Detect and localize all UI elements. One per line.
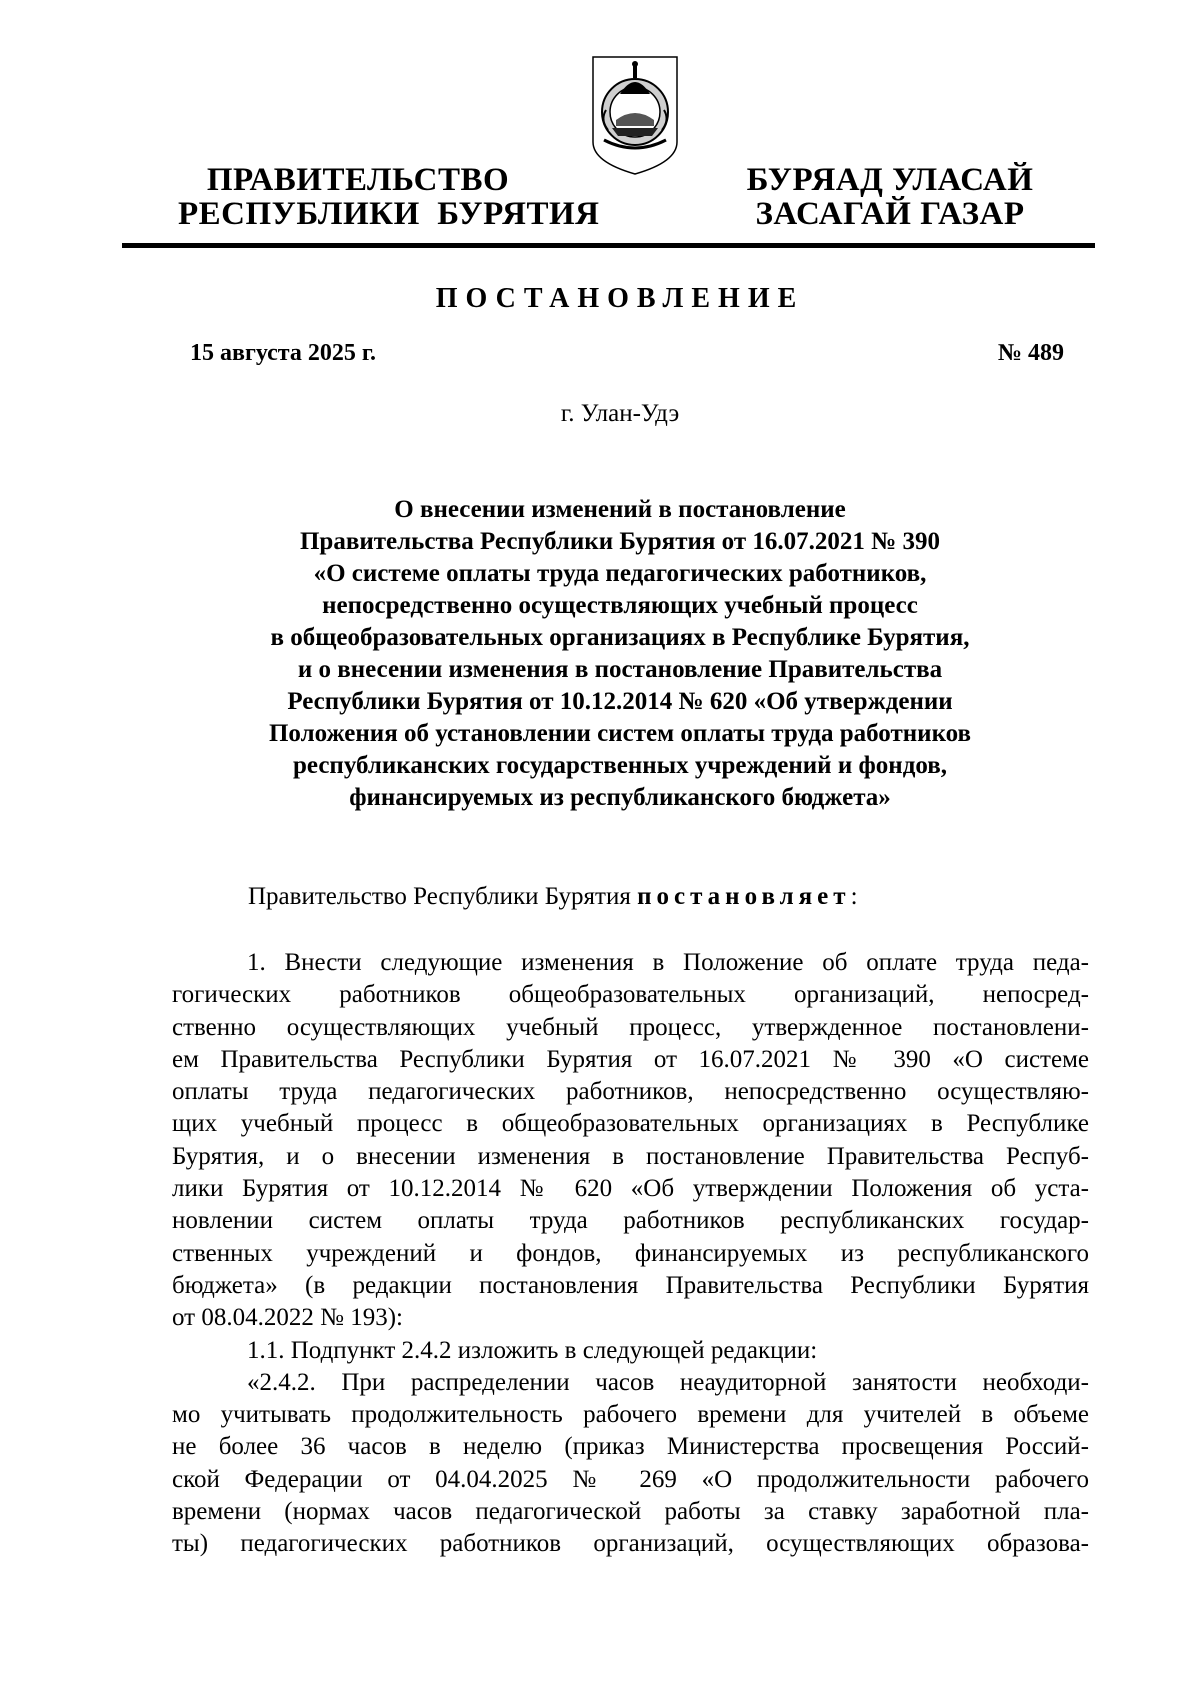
body-line: «2.4.2. При распределении часов неаудиторной занятости необходи- [247,1368,1089,1396]
body-line: лики Бурятия от 10.12.2014 № 620 «Об утверждении Положения об уста- [172,1175,1089,1203]
header-left-line1: ПРАВИТЕЛЬСТВО [206,162,510,198]
header-right [740,163,1040,231]
header-right-line1: БУРЯАД УЛАСАЙ [746,162,1034,198]
intro-suffix: : [850,883,858,910]
title-line: непосредственно осуществляющих учебный процесс [322,592,918,619]
body-line: ты) педагогических работников организаций, осуществляющих образова- [172,1530,1089,1558]
body-line: ственно осуществляющих учебный процесс, утвержденное постановлени- [172,1013,1089,1041]
body-line: не более 36 часов в неделю (приказ Министерства просвещения Россий- [172,1433,1089,1461]
title-line: финансируемых из республиканского бюджета» [349,784,891,811]
title-line: Республики Бурятия от 10.12.2014 № 620 «Об утверждении [287,688,953,715]
document-date: 15 августа 2025 г. [190,340,377,366]
body-line: ской Федерации от 04.04.2025 № 269 «О продолжительности рабочего [172,1465,1089,1493]
body-line: оплаты труда педагогических работников, непосредственно осуществляю- [172,1078,1089,1106]
body-line: щих учебный процесс в общеобразовательных организациях в Республике [172,1110,1089,1138]
body-line: бюджета» (в редакции постановления Правительства Республики Бурятия [172,1271,1089,1299]
title-line: в общеобразовательных организациях в Республике Бурятия, [270,624,970,651]
document-type: ПОСТАНОВЛЕНИЕ [435,283,805,314]
body-line: времени (нормах часов педагогической работы за ставку заработной пла- [172,1498,1089,1526]
document-number: № 489 [997,340,1064,366]
body-line: от 08.04.2022 № 193): [172,1304,403,1332]
body-line: новлении систем оплаты труда работников республиканских государ- [172,1207,1089,1235]
header-left-line2: РЕСПУБЛИКИ БУРЯТИЯ [178,196,600,232]
body-line: ем Правительства Республики Бурятия от 16.07.2021 № 390 «О системе [172,1045,1089,1073]
title-line: и о внесении изменения в постановление Правительства [297,656,943,683]
title-line: «О системе оплаты труда педагогических работников, [313,560,927,587]
header-divider [122,243,1095,248]
body-line: ственных учреждений и фондов, финансируемых из республиканского [172,1239,1089,1267]
body-line: 1.1. Подпункт 2.4.2 изложить в следующей редакции: [247,1336,818,1364]
body-line: Бурятия, и о внесении изменения в постановление Правительства Респуб- [172,1142,1089,1170]
document-title [140,494,1100,814]
document-city: г. Улан-Удэ [560,400,680,427]
intro-verb: постановляет [637,883,851,910]
coat-of-arms-emblem [590,54,680,176]
header-left [178,162,600,232]
title-line: О внесении изменений в постановление [394,496,846,523]
body-line: 1. Внести следующие изменения в Положение об оплате труда педа- [247,949,1089,976]
title-line: Правительства Республики Бурятия от 16.07.2021 № 390 [299,528,940,555]
body-line: мо учитывать продолжительность рабочего времени для учителей в объеме [172,1401,1089,1429]
body-line: гогических работников общеобразовательных организаций, непосред- [172,981,1089,1009]
header-right-line2: ЗАСАГАЙ ГАЗАР [755,196,1025,232]
document-body [172,947,1089,1561]
intro-prefix: Правительство Республики Бурятия [248,883,638,910]
title-line: республиканских государственных учреждений и фондов, [293,752,947,779]
title-line: Положения об установлении систем оплаты труда работников [268,720,972,747]
resolution-intro [248,883,858,911]
